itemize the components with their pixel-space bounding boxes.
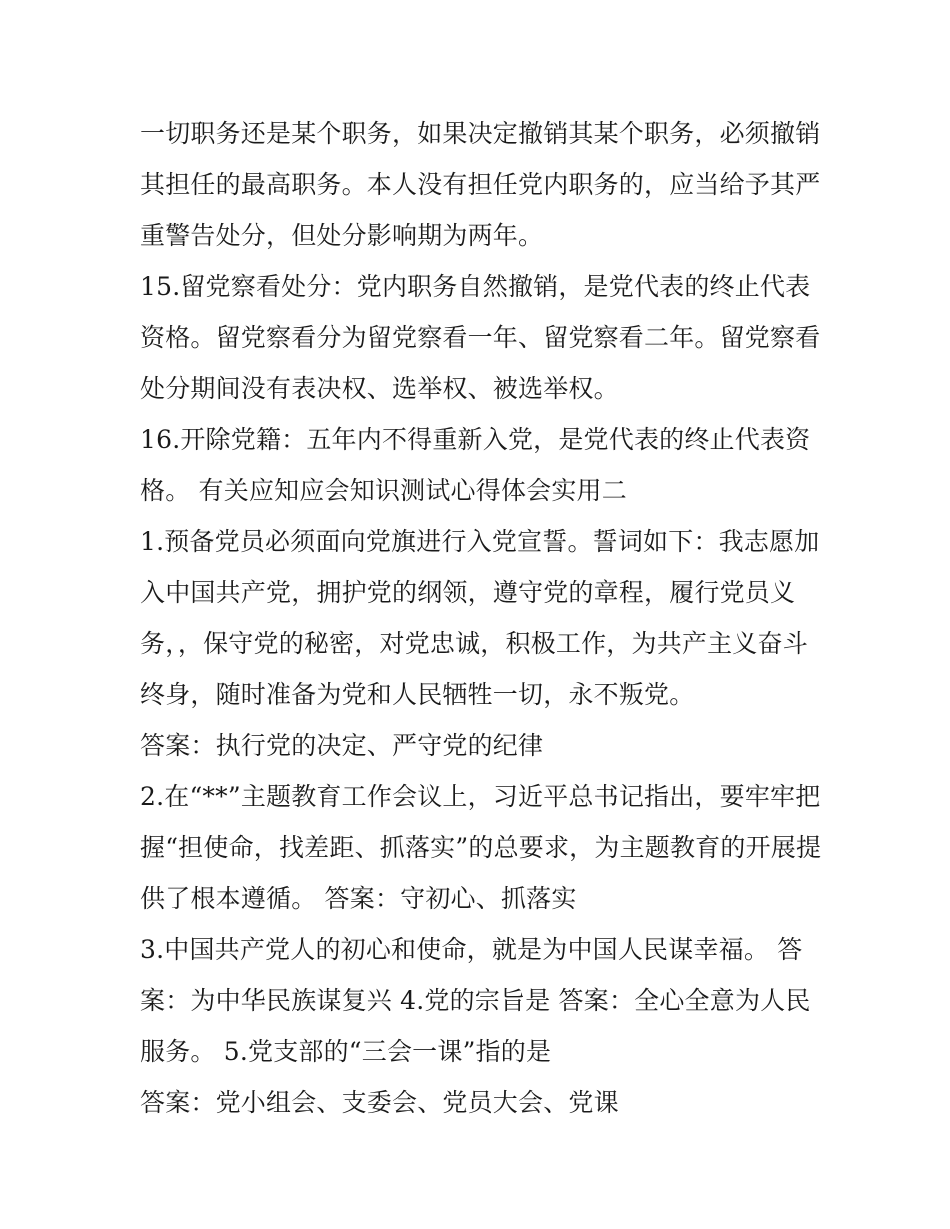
text-line: 16.开除党籍：五年内不得重新入党，是党代表的终止代表资 <box>140 425 811 454</box>
text-line: 资格。留党察看分为留党察看一年、留党察看二年。留党察看 <box>140 323 821 352</box>
text-line: 处分期间没有表决权、选举权、被选举权。 <box>140 374 619 403</box>
document-body <box>140 108 820 1128</box>
text-line: 握“担使命，找差距、抓落实”的总要求，为主题教育的开展提 <box>140 833 822 862</box>
text-line: 重警告处分，但处分影响期为两年。 <box>140 221 544 250</box>
text-line: 答案：党小组会、支委会、党员大会、党课 <box>140 1088 619 1117</box>
text-line: 务，，保守党的秘密，对党忠诚，积极工作，为共产主义奋斗 <box>140 629 808 658</box>
text-line: 1.预备党员必须面向党旗进行入党宣誓。誓词如下：我志愿加 <box>140 527 820 556</box>
text-line: 格。 有关应知应会知识测试心得体会实用二 <box>140 476 627 505</box>
text-line: 供了根本遵循。 答案：守初心、抓落实 <box>140 884 577 913</box>
text-line: 答案：执行党的决定、严守党的纪律 <box>140 731 544 760</box>
text-line: 入中国共产党，拥护党的纲领，遵守党的章程，履行党员义 <box>140 578 796 607</box>
text-line: 服务。 5.党支部的“三会一课”指的是 <box>140 1037 552 1066</box>
text-line: 案：为中华民族谋复兴 4.党的宗旨是 答案：全心全意为人民 <box>140 986 811 1015</box>
text-line: 15.留党察看处分：党内职务自然撤销，是党代表的终止代表 <box>140 272 811 301</box>
text-line: 2.在“**”主题教育工作会议上，习近平总书记指出，要牢牢把 <box>140 782 821 811</box>
text-line: 3.中国共产党人的初心和使命，就是为中国人民谋幸福。 答 <box>140 935 803 964</box>
text-line: 一切职务还是某个职务，如果决定撤销其某个职务，必须撤销 <box>140 119 821 148</box>
text-line: 其担任的最高职务。本人没有担任党内职务的，应当给予其严 <box>140 170 821 199</box>
text-line: 终身，随时准备为党和人民牺牲一切，永不叛党。 <box>140 680 695 709</box>
